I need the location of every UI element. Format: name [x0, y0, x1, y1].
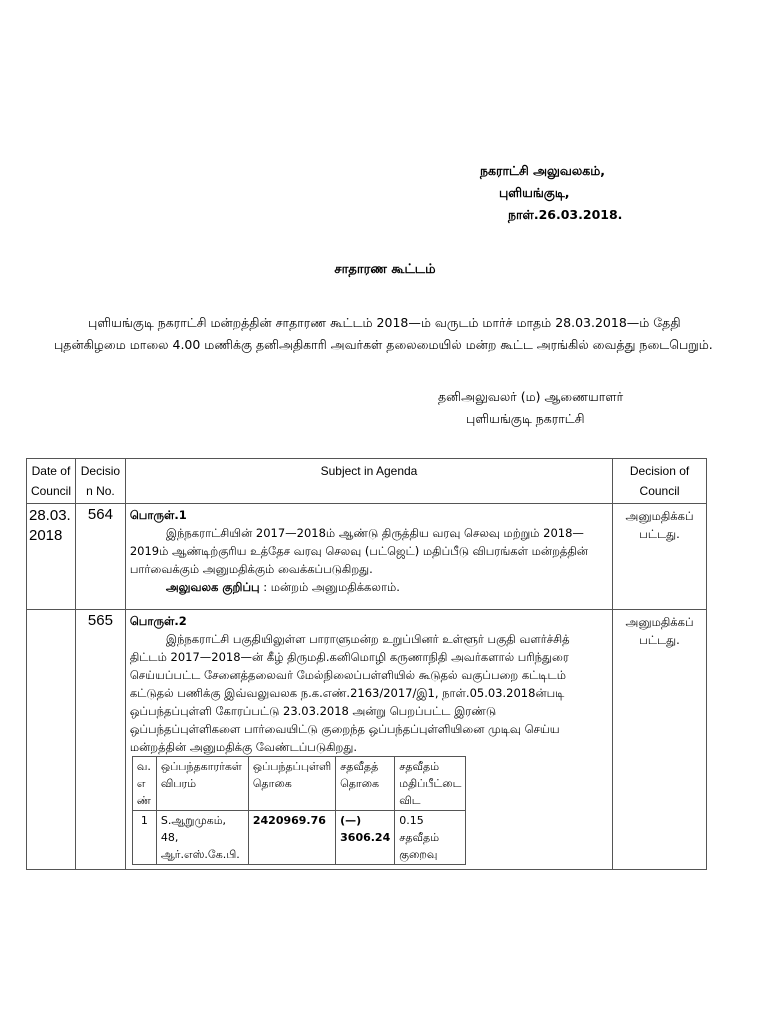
bids-table — [132, 756, 467, 865]
agenda-header-row — [27, 459, 707, 504]
row-decision-no: 565 — [75, 610, 125, 870]
bids-header-percent: சதவீதம் மதிப்பீட்டை விட — [395, 757, 466, 811]
header-decision: Decision of Council — [613, 459, 707, 504]
office-note-label: அலுவலக குறிப்பு — [165, 580, 260, 594]
bid-contractor: S.ஆறுமுகம், 48, ஆர்.எஸ்.கே.பி. — [156, 811, 248, 865]
bid-percent: 0.15 சதவீதம் குறைவு — [395, 811, 466, 865]
bids-row — [132, 811, 466, 865]
row-decision: அனுமதிக்கப் பட்டது. — [613, 610, 707, 870]
office-note-text: : மன்றம் அனுமதிக்கலாம். — [259, 580, 400, 594]
signature-office: புளியங்குடி நகராட்சி — [466, 411, 585, 426]
address-line-date: நாள்.26.03.2018. — [508, 207, 623, 222]
bid-percent-amount: (—) 3606.24 — [336, 811, 395, 865]
subject-heading: பொருள்.1 — [129, 508, 187, 522]
bids-header-row — [132, 757, 466, 811]
bids-header-serial: வ. எ ண் — [132, 757, 156, 811]
signature-block — [438, 386, 623, 430]
agenda-row — [27, 610, 707, 870]
intro-text: புளியங்குடி நகராட்சி மன்றத்தின் சாதாரண கூட்டம் 2018—ம் வருடம் மார்ச் மாதம் 28.03.2018—ம் தேதி புதன்கிழமை மாலை 4.00 மணிக்கு தனிஅதிகாரி அவர்கள் தலைமையில் மன்ற கூட்ட அரங்கில் வைத்து நடைபெறும். — [54, 315, 713, 352]
intro-paragraph — [54, 312, 746, 356]
header-date: Date of Council — [27, 459, 76, 504]
bids-header-contractor: ஒப்பந்தகாரர்கள் விபரம் — [156, 757, 248, 811]
row-decision-no: 564 — [75, 504, 125, 610]
agenda-row — [27, 504, 707, 610]
bids-header-percent-amount: சதவீதத் தொகை — [336, 757, 395, 811]
bid-amount: 2420969.76 — [248, 811, 335, 865]
header-decision-no: Decision No. — [75, 459, 125, 504]
subject-heading: பொருள்.2 — [129, 614, 187, 628]
bids-header-amount: ஒப்பந்தப்புள்ளி தொகை — [248, 757, 335, 811]
address-line-office: நகராட்சி அலுவலகம், — [480, 163, 606, 178]
header-subject: Subject in Agenda — [125, 459, 612, 504]
office-note — [130, 578, 606, 596]
office-address — [480, 160, 622, 226]
row-date: 28.03.2018 — [27, 504, 76, 610]
row-decision: அனுமதிக்கப் பட்டது. — [613, 504, 707, 610]
row-subject — [125, 610, 612, 870]
row-date — [27, 610, 76, 870]
row-subject — [125, 504, 612, 610]
subject-text: இந்நகராட்சியின் 2017—2018ம் ஆண்டு திருத்திய வரவு செலவு மற்றும் 2018—2019ம் ஆண்டிற்குரிய உத்தேச வரவு செலவு (பட்ஜெட்) மதிப்பீடு விபரங்கள் மன்றத்தின் பார்வைக்கும் அனுமதிக்கும் வைக்கப்படுகிறது. — [129, 526, 588, 576]
signature-designation: தனிஅலுவலர் (ம) ஆணையாளர் — [438, 389, 624, 404]
meeting-title: சாதாரண கூட்டம் — [334, 262, 436, 277]
subject-text: இந்நகராட்சி பகுதியிலுள்ள பாராளுமன்ற உறுப்பினர் உள்ளூர் பகுதி வளர்ச்சித் திட்டம் 2017—2018—ன் கீழ் திருமதி.கனிமொழி கருணாநிதி அவர்களால் பரிந்துரை செய்யப்பட்ட சேனைத்தலைவர் மேல்நிலைப்பள்ளியில் கூடுதல் வகுப்பறை கட்டிடம் கட்டுதல் பணிக்கு இவ்வலுவலக ந.க.எண்.2163/2017/இ1, நாள்.05.03.2018ன்படி ஒப்பந்தப்புள்ளி கோரப்பட்டு 23.03.2018 அன்று பெறப்பட்ட இரண்டு ஒப்பந்தப்புள்ளிகளை பார்வையிட்டு குறைந்த ஒப்பந்தப்புள்ளியினை முடிவு செய்ய மன்றத்தின் அனுமதிக்கு வேண்டப்படுகிறது. — [129, 632, 570, 754]
address-line-town: புளியங்குடி, — [499, 185, 570, 200]
agenda-table — [26, 458, 707, 870]
bid-serial: 1 — [132, 811, 156, 865]
